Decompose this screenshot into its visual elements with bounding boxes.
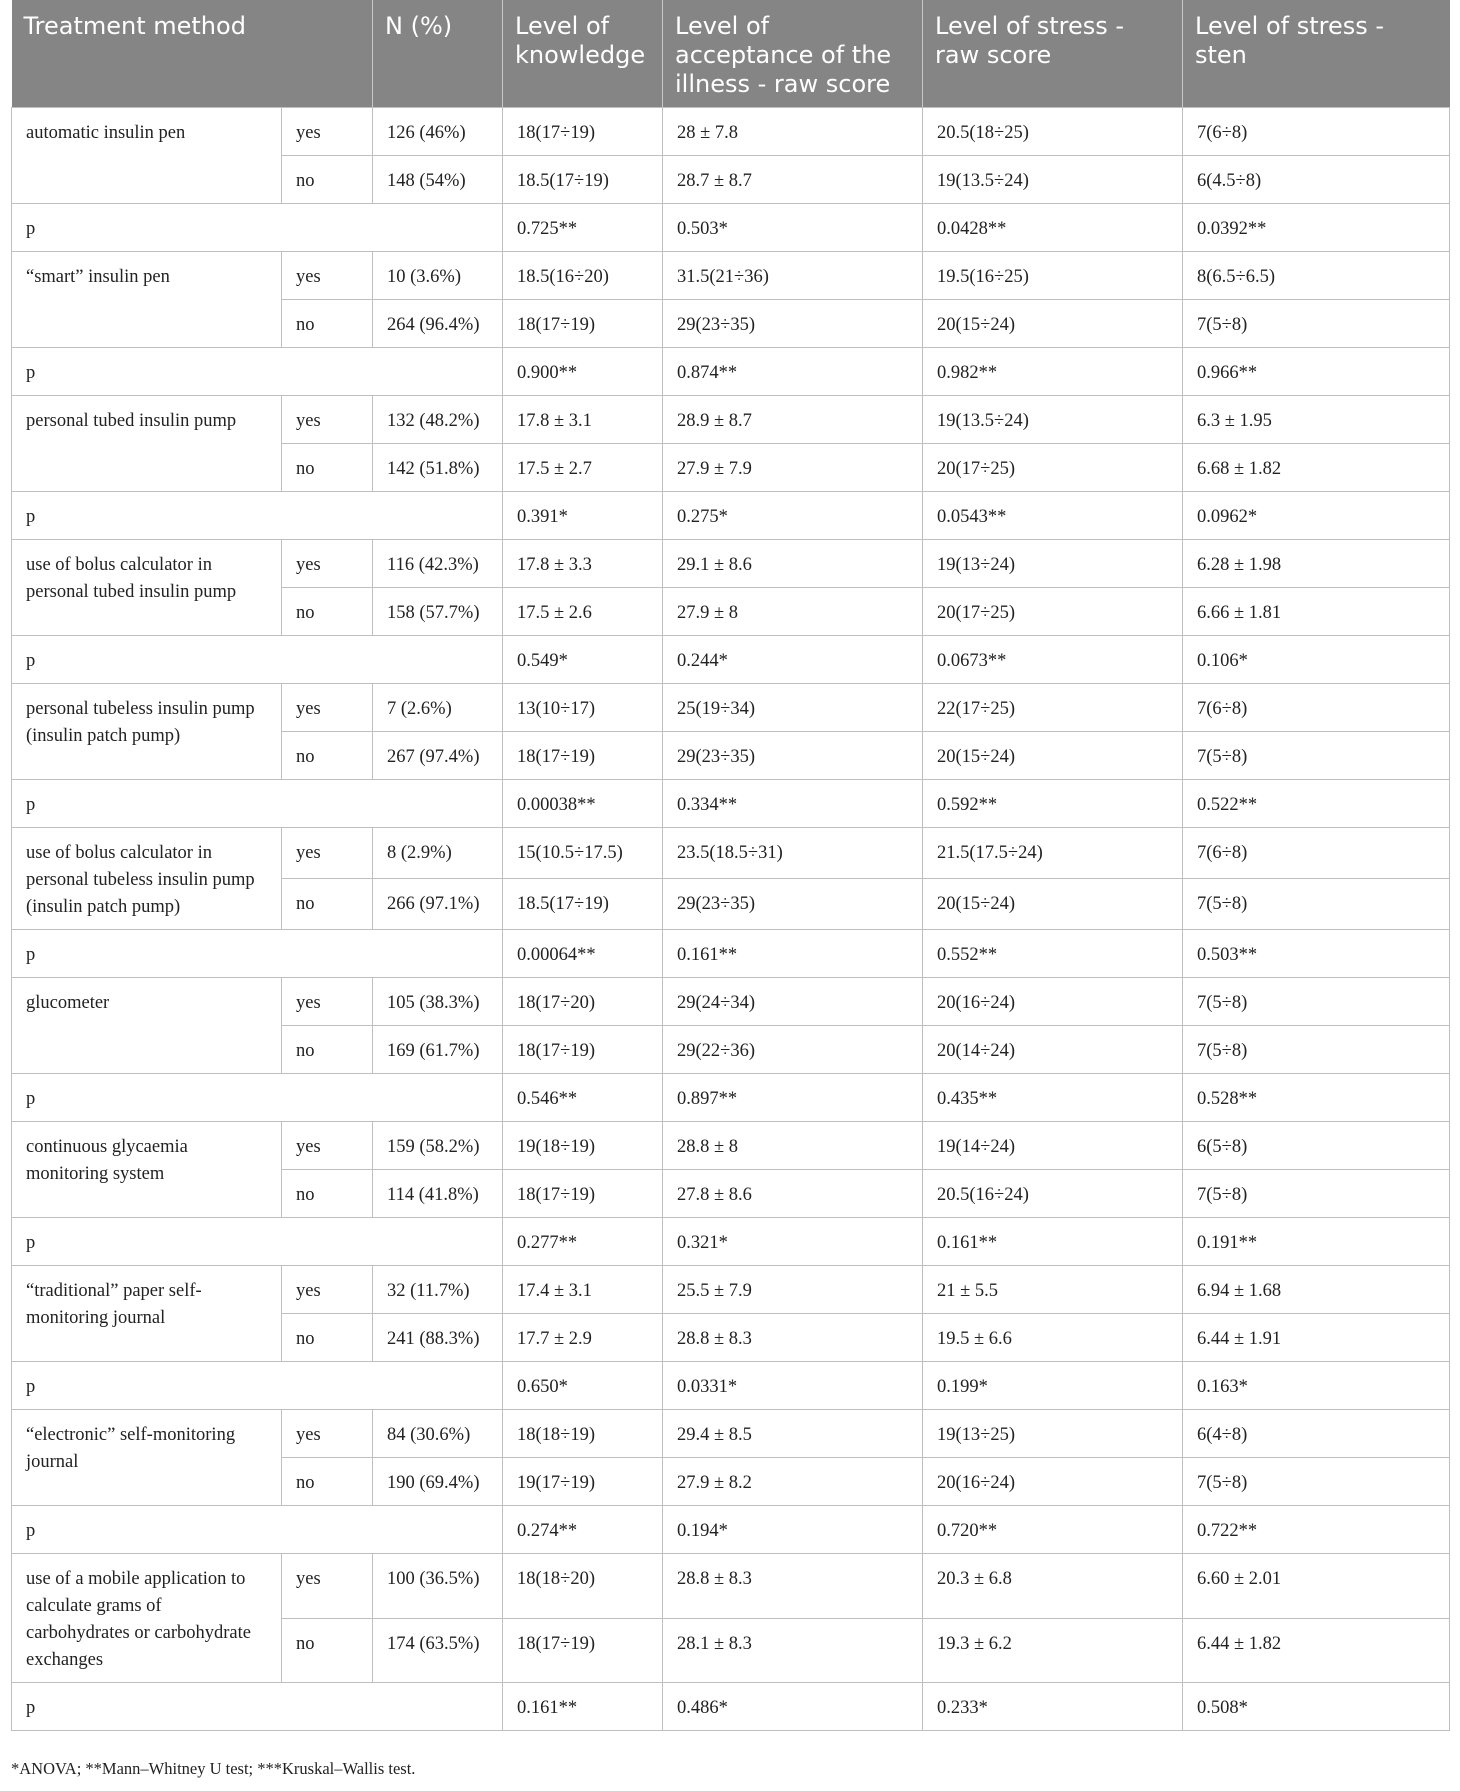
answer-cell: yes: [282, 978, 373, 1026]
knowledge-cell: 17.8 ± 3.3: [503, 540, 663, 588]
answer-cell: yes: [282, 108, 373, 156]
table-row: [12, 1554, 1450, 1619]
table-row: [12, 1122, 1450, 1170]
p-value-cell: 0.522**: [1183, 780, 1450, 828]
answer-cell: yes: [282, 828, 373, 879]
p-value-row: [12, 1362, 1450, 1410]
answer-cell: yes: [282, 1266, 373, 1314]
p-value-cell: 0.552**: [923, 930, 1183, 978]
table-body: [12, 108, 1450, 1731]
acceptance-cell: 29(23÷35): [663, 300, 923, 348]
acceptance-cell: 29(23÷35): [663, 732, 923, 780]
n-percent-cell: 169 (61.7%): [373, 1026, 503, 1074]
n-percent-cell: 100 (36.5%): [373, 1554, 503, 1619]
treatment-method-cell: continuous glycaemia monitoring system: [12, 1122, 282, 1218]
treatment-method-cell: personal tubeless insulin pump (insulin patch pump): [12, 684, 282, 780]
acceptance-cell: 29.1 ± 8.6: [663, 540, 923, 588]
table-row: [12, 828, 1450, 879]
knowledge-cell: 18(17÷19): [503, 108, 663, 156]
stress-sten-cell: 6.28 ± 1.98: [1183, 540, 1450, 588]
p-value-cell: 0.650*: [503, 1362, 663, 1410]
stress-raw-cell: 19(13÷25): [923, 1410, 1183, 1458]
stress-raw-cell: 20(15÷24): [923, 300, 1183, 348]
header-knowledge: Level of knowledge: [503, 0, 663, 108]
table-footnote: *ANOVA; **Mann–Whitney U test; ***Kruskal–Wallis test.: [11, 1759, 416, 1778]
n-percent-cell: 267 (97.4%): [373, 732, 503, 780]
stress-raw-cell: 19.5 ± 6.6: [923, 1314, 1183, 1362]
p-value-cell: 0.0331*: [663, 1362, 923, 1410]
stress-sten-cell: 7(5÷8): [1183, 1170, 1450, 1218]
acceptance-cell: 29.4 ± 8.5: [663, 1410, 923, 1458]
answer-cell: yes: [282, 252, 373, 300]
p-value-cell: 0.897**: [663, 1074, 923, 1122]
p-label-cell: p: [12, 780, 503, 828]
knowledge-cell: 17.5 ± 2.7: [503, 444, 663, 492]
knowledge-cell: 18.5(17÷19): [503, 879, 663, 930]
acceptance-cell: 28.8 ± 8.3: [663, 1554, 923, 1619]
knowledge-cell: 17.4 ± 3.1: [503, 1266, 663, 1314]
n-percent-cell: 142 (51.8%): [373, 444, 503, 492]
answer-cell: no: [282, 1026, 373, 1074]
knowledge-cell: 18(17÷19): [503, 300, 663, 348]
p-value-cell: 0.486*: [663, 1683, 923, 1731]
acceptance-cell: 28.1 ± 8.3: [663, 1618, 923, 1683]
stress-raw-cell: 19(13.5÷24): [923, 396, 1183, 444]
treatment-method-cell: use of bolus calculator in personal tubed insulin pump: [12, 540, 282, 636]
stress-sten-cell: 8(6.5÷6.5): [1183, 252, 1450, 300]
stress-sten-cell: 7(5÷8): [1183, 300, 1450, 348]
acceptance-cell: 27.9 ± 8: [663, 588, 923, 636]
answer-cell: no: [282, 879, 373, 930]
p-value-cell: 0.725**: [503, 204, 663, 252]
p-value-cell: 0.966**: [1183, 348, 1450, 396]
knowledge-cell: 18(17÷19): [503, 732, 663, 780]
n-percent-cell: 114 (41.8%): [373, 1170, 503, 1218]
treatment-method-cell: “smart” insulin pen: [12, 252, 282, 348]
stress-raw-cell: 19.5(16÷25): [923, 252, 1183, 300]
stress-raw-cell: 20(16÷24): [923, 1458, 1183, 1506]
p-label-cell: p: [12, 492, 503, 540]
stress-raw-cell: 20.5(18÷25): [923, 108, 1183, 156]
stress-sten-cell: 6(5÷8): [1183, 1122, 1450, 1170]
answer-cell: no: [282, 1170, 373, 1218]
acceptance-cell: 27.8 ± 8.6: [663, 1170, 923, 1218]
n-percent-cell: 174 (63.5%): [373, 1618, 503, 1683]
acceptance-cell: 28.8 ± 8: [663, 1122, 923, 1170]
answer-cell: no: [282, 1618, 373, 1683]
n-percent-cell: 190 (69.4%): [373, 1458, 503, 1506]
p-value-row: [12, 204, 1450, 252]
table-row: [12, 1266, 1450, 1314]
stress-sten-cell: 6.44 ± 1.91: [1183, 1314, 1450, 1362]
n-percent-cell: 264 (96.4%): [373, 300, 503, 348]
answer-cell: no: [282, 156, 373, 204]
n-percent-cell: 8 (2.9%): [373, 828, 503, 879]
p-value-cell: 0.334**: [663, 780, 923, 828]
treatment-method-cell: glucometer: [12, 978, 282, 1074]
n-percent-cell: 10 (3.6%): [373, 252, 503, 300]
header-row: [12, 0, 1450, 108]
p-value-cell: 0.0392**: [1183, 204, 1450, 252]
p-value-cell: 0.277**: [503, 1218, 663, 1266]
header-stress-sten: Level of stress - sten: [1183, 0, 1450, 108]
acceptance-cell: 29(22÷36): [663, 1026, 923, 1074]
stress-raw-cell: 19(14÷24): [923, 1122, 1183, 1170]
p-value-cell: 0.321*: [663, 1218, 923, 1266]
p-value-cell: 0.435**: [923, 1074, 1183, 1122]
acceptance-cell: 31.5(21÷36): [663, 252, 923, 300]
p-value-cell: 0.274**: [503, 1506, 663, 1554]
p-value-row: [12, 930, 1450, 978]
p-label-cell: p: [12, 1362, 503, 1410]
treatment-method-cell: “electronic” self-monitoring journal: [12, 1410, 282, 1506]
n-percent-cell: 116 (42.3%): [373, 540, 503, 588]
p-value-cell: 0.163*: [1183, 1362, 1450, 1410]
p-value-cell: 0.503**: [1183, 930, 1450, 978]
header-n-percent: N (%): [373, 0, 503, 108]
knowledge-cell: 18.5(17÷19): [503, 156, 663, 204]
stress-sten-cell: 7(5÷8): [1183, 978, 1450, 1026]
knowledge-cell: 17.5 ± 2.6: [503, 588, 663, 636]
answer-cell: yes: [282, 684, 373, 732]
stress-sten-cell: 6.68 ± 1.82: [1183, 444, 1450, 492]
p-value-row: [12, 1506, 1450, 1554]
p-label-cell: p: [12, 348, 503, 396]
stress-raw-cell: 21.5(17.5÷24): [923, 828, 1183, 879]
stress-sten-cell: 7(6÷8): [1183, 108, 1450, 156]
stress-sten-cell: 7(5÷8): [1183, 732, 1450, 780]
p-value-cell: 0.546**: [503, 1074, 663, 1122]
p-label-cell: p: [12, 636, 503, 684]
p-value-cell: 0.982**: [923, 348, 1183, 396]
stress-raw-cell: 20(16÷24): [923, 978, 1183, 1026]
p-label-cell: p: [12, 1218, 503, 1266]
answer-cell: yes: [282, 1410, 373, 1458]
treatment-method-cell: “traditional” paper self-monitoring journal: [12, 1266, 282, 1362]
stress-raw-cell: 20(15÷24): [923, 879, 1183, 930]
stress-raw-cell: 20(15÷24): [923, 732, 1183, 780]
acceptance-cell: 25(19÷34): [663, 684, 923, 732]
acceptance-cell: 27.9 ± 7.9: [663, 444, 923, 492]
n-percent-cell: 159 (58.2%): [373, 1122, 503, 1170]
acceptance-cell: 28.9 ± 8.7: [663, 396, 923, 444]
answer-cell: no: [282, 732, 373, 780]
p-label-cell: p: [12, 1074, 503, 1122]
answer-cell: no: [282, 588, 373, 636]
knowledge-cell: 13(10÷17): [503, 684, 663, 732]
p-value-cell: 0.722**: [1183, 1506, 1450, 1554]
p-value-cell: 0.592**: [923, 780, 1183, 828]
p-value-cell: 0.874**: [663, 348, 923, 396]
stress-sten-cell: 7(5÷8): [1183, 1026, 1450, 1074]
table-row: [12, 978, 1450, 1026]
stress-sten-cell: 7(5÷8): [1183, 1458, 1450, 1506]
p-value-row: [12, 780, 1450, 828]
n-percent-cell: 266 (97.1%): [373, 879, 503, 930]
p-value-cell: 0.528**: [1183, 1074, 1450, 1122]
treatment-method-cell: personal tubed insulin pump: [12, 396, 282, 492]
n-percent-cell: 158 (57.7%): [373, 588, 503, 636]
p-value-cell: 0.0543**: [923, 492, 1183, 540]
p-label-cell: p: [12, 1506, 503, 1554]
p-value-cell: 0.191**: [1183, 1218, 1450, 1266]
stress-raw-cell: 19(13.5÷24): [923, 156, 1183, 204]
acceptance-cell: 28.7 ± 8.7: [663, 156, 923, 204]
p-value-row: [12, 492, 1450, 540]
p-value-cell: 0.199*: [923, 1362, 1183, 1410]
answer-cell: no: [282, 444, 373, 492]
stress-sten-cell: 6(4÷8): [1183, 1410, 1450, 1458]
acceptance-cell: 25.5 ± 7.9: [663, 1266, 923, 1314]
stress-sten-cell: 6(4.5÷8): [1183, 156, 1450, 204]
n-percent-cell: 241 (88.3%): [373, 1314, 503, 1362]
answer-cell: no: [282, 300, 373, 348]
knowledge-cell: 18(18÷19): [503, 1410, 663, 1458]
answer-cell: yes: [282, 1554, 373, 1619]
knowledge-cell: 18(17÷19): [503, 1026, 663, 1074]
stress-sten-cell: 7(6÷8): [1183, 684, 1450, 732]
n-percent-cell: 84 (30.6%): [373, 1410, 503, 1458]
p-value-cell: 0.275*: [663, 492, 923, 540]
n-percent-cell: 132 (48.2%): [373, 396, 503, 444]
stress-raw-cell: 20(17÷25): [923, 588, 1183, 636]
p-value-row: [12, 1683, 1450, 1731]
header-acceptance: Level of acceptance of the illness - raw score: [663, 0, 923, 108]
p-value-cell: 0.900**: [503, 348, 663, 396]
stress-raw-cell: 19.3 ± 6.2: [923, 1618, 1183, 1683]
knowledge-cell: 17.8 ± 3.1: [503, 396, 663, 444]
acceptance-cell: 23.5(18.5÷31): [663, 828, 923, 879]
p-value-cell: 0.720**: [923, 1506, 1183, 1554]
p-value-row: [12, 348, 1450, 396]
p-value-cell: 0.549*: [503, 636, 663, 684]
n-percent-cell: 105 (38.3%): [373, 978, 503, 1026]
knowledge-cell: 18.5(16÷20): [503, 252, 663, 300]
answer-cell: yes: [282, 540, 373, 588]
header-stress-raw: Level of stress - raw score: [923, 0, 1183, 108]
n-percent-cell: 32 (11.7%): [373, 1266, 503, 1314]
stress-sten-cell: 7(5÷8): [1183, 879, 1450, 930]
stress-raw-cell: 22(17÷25): [923, 684, 1183, 732]
table-row: [12, 252, 1450, 300]
header-treatment-method: Treatment method: [12, 0, 373, 108]
p-value-cell: 0.161**: [923, 1218, 1183, 1266]
acceptance-cell: 28.8 ± 8.3: [663, 1314, 923, 1362]
p-label-cell: p: [12, 1683, 503, 1731]
p-value-cell: 0.508*: [1183, 1683, 1450, 1731]
p-value-cell: 0.161**: [503, 1683, 663, 1731]
table-row: [12, 540, 1450, 588]
knowledge-cell: 19(18÷19): [503, 1122, 663, 1170]
treatment-method-cell: use of a mobile application to calculate grams of carbohydrates or carbohydrate exchanges: [12, 1554, 282, 1683]
p-value-cell: 0.0673**: [923, 636, 1183, 684]
p-value-cell: 0.0962*: [1183, 492, 1450, 540]
table-row: [12, 684, 1450, 732]
p-value-cell: 0.503*: [663, 204, 923, 252]
p-value-cell: 0.106*: [1183, 636, 1450, 684]
p-value-cell: 0.0428**: [923, 204, 1183, 252]
p-value-row: [12, 636, 1450, 684]
knowledge-cell: 18(17÷20): [503, 978, 663, 1026]
answer-cell: yes: [282, 1122, 373, 1170]
table-row: [12, 108, 1450, 156]
acceptance-cell: 29(23÷35): [663, 879, 923, 930]
table-row: [12, 1410, 1450, 1458]
treatment-method-cell: use of bolus calculator in personal tubeless insulin pump (insulin patch pump): [12, 828, 282, 930]
knowledge-cell: 15(10.5÷17.5): [503, 828, 663, 879]
knowledge-cell: 18(18÷20): [503, 1554, 663, 1619]
p-label-cell: p: [12, 930, 503, 978]
stress-raw-cell: 20(17÷25): [923, 444, 1183, 492]
n-percent-cell: 148 (54%): [373, 156, 503, 204]
table-row: [12, 396, 1450, 444]
treatment-method-cell: automatic insulin pen: [12, 108, 282, 204]
p-value-cell: 0.00064**: [503, 930, 663, 978]
p-value-cell: 0.161**: [663, 930, 923, 978]
p-value-cell: 0.233*: [923, 1683, 1183, 1731]
answer-cell: yes: [282, 396, 373, 444]
p-value-cell: 0.244*: [663, 636, 923, 684]
stress-raw-cell: 20.5(16÷24): [923, 1170, 1183, 1218]
answer-cell: no: [282, 1314, 373, 1362]
p-value-cell: 0.00038**: [503, 780, 663, 828]
stress-raw-cell: 20(14÷24): [923, 1026, 1183, 1074]
acceptance-cell: 27.9 ± 8.2: [663, 1458, 923, 1506]
n-percent-cell: 7 (2.6%): [373, 684, 503, 732]
p-value-cell: 0.194*: [663, 1506, 923, 1554]
p-value-row: [12, 1218, 1450, 1266]
stress-sten-cell: 6.44 ± 1.82: [1183, 1618, 1450, 1683]
p-value-cell: 0.391*: [503, 492, 663, 540]
stress-raw-cell: 19(13÷24): [923, 540, 1183, 588]
stress-sten-cell: 7(6÷8): [1183, 828, 1450, 879]
stress-raw-cell: 20.3 ± 6.8: [923, 1554, 1183, 1619]
knowledge-cell: 19(17÷19): [503, 1458, 663, 1506]
knowledge-cell: 18(17÷19): [503, 1170, 663, 1218]
results-table: [11, 0, 1450, 1731]
table-container: [11, 0, 1449, 1731]
acceptance-cell: 28 ± 7.8: [663, 108, 923, 156]
p-label-cell: p: [12, 204, 503, 252]
stress-sten-cell: 6.94 ± 1.68: [1183, 1266, 1450, 1314]
answer-cell: no: [282, 1458, 373, 1506]
stress-sten-cell: 6.66 ± 1.81: [1183, 588, 1450, 636]
n-percent-cell: 126 (46%): [373, 108, 503, 156]
stress-raw-cell: 21 ± 5.5: [923, 1266, 1183, 1314]
p-value-row: [12, 1074, 1450, 1122]
acceptance-cell: 29(24÷34): [663, 978, 923, 1026]
knowledge-cell: 18(17÷19): [503, 1618, 663, 1683]
knowledge-cell: 17.7 ± 2.9: [503, 1314, 663, 1362]
stress-sten-cell: 6.3 ± 1.95: [1183, 396, 1450, 444]
stress-sten-cell: 6.60 ± 2.01: [1183, 1554, 1450, 1619]
